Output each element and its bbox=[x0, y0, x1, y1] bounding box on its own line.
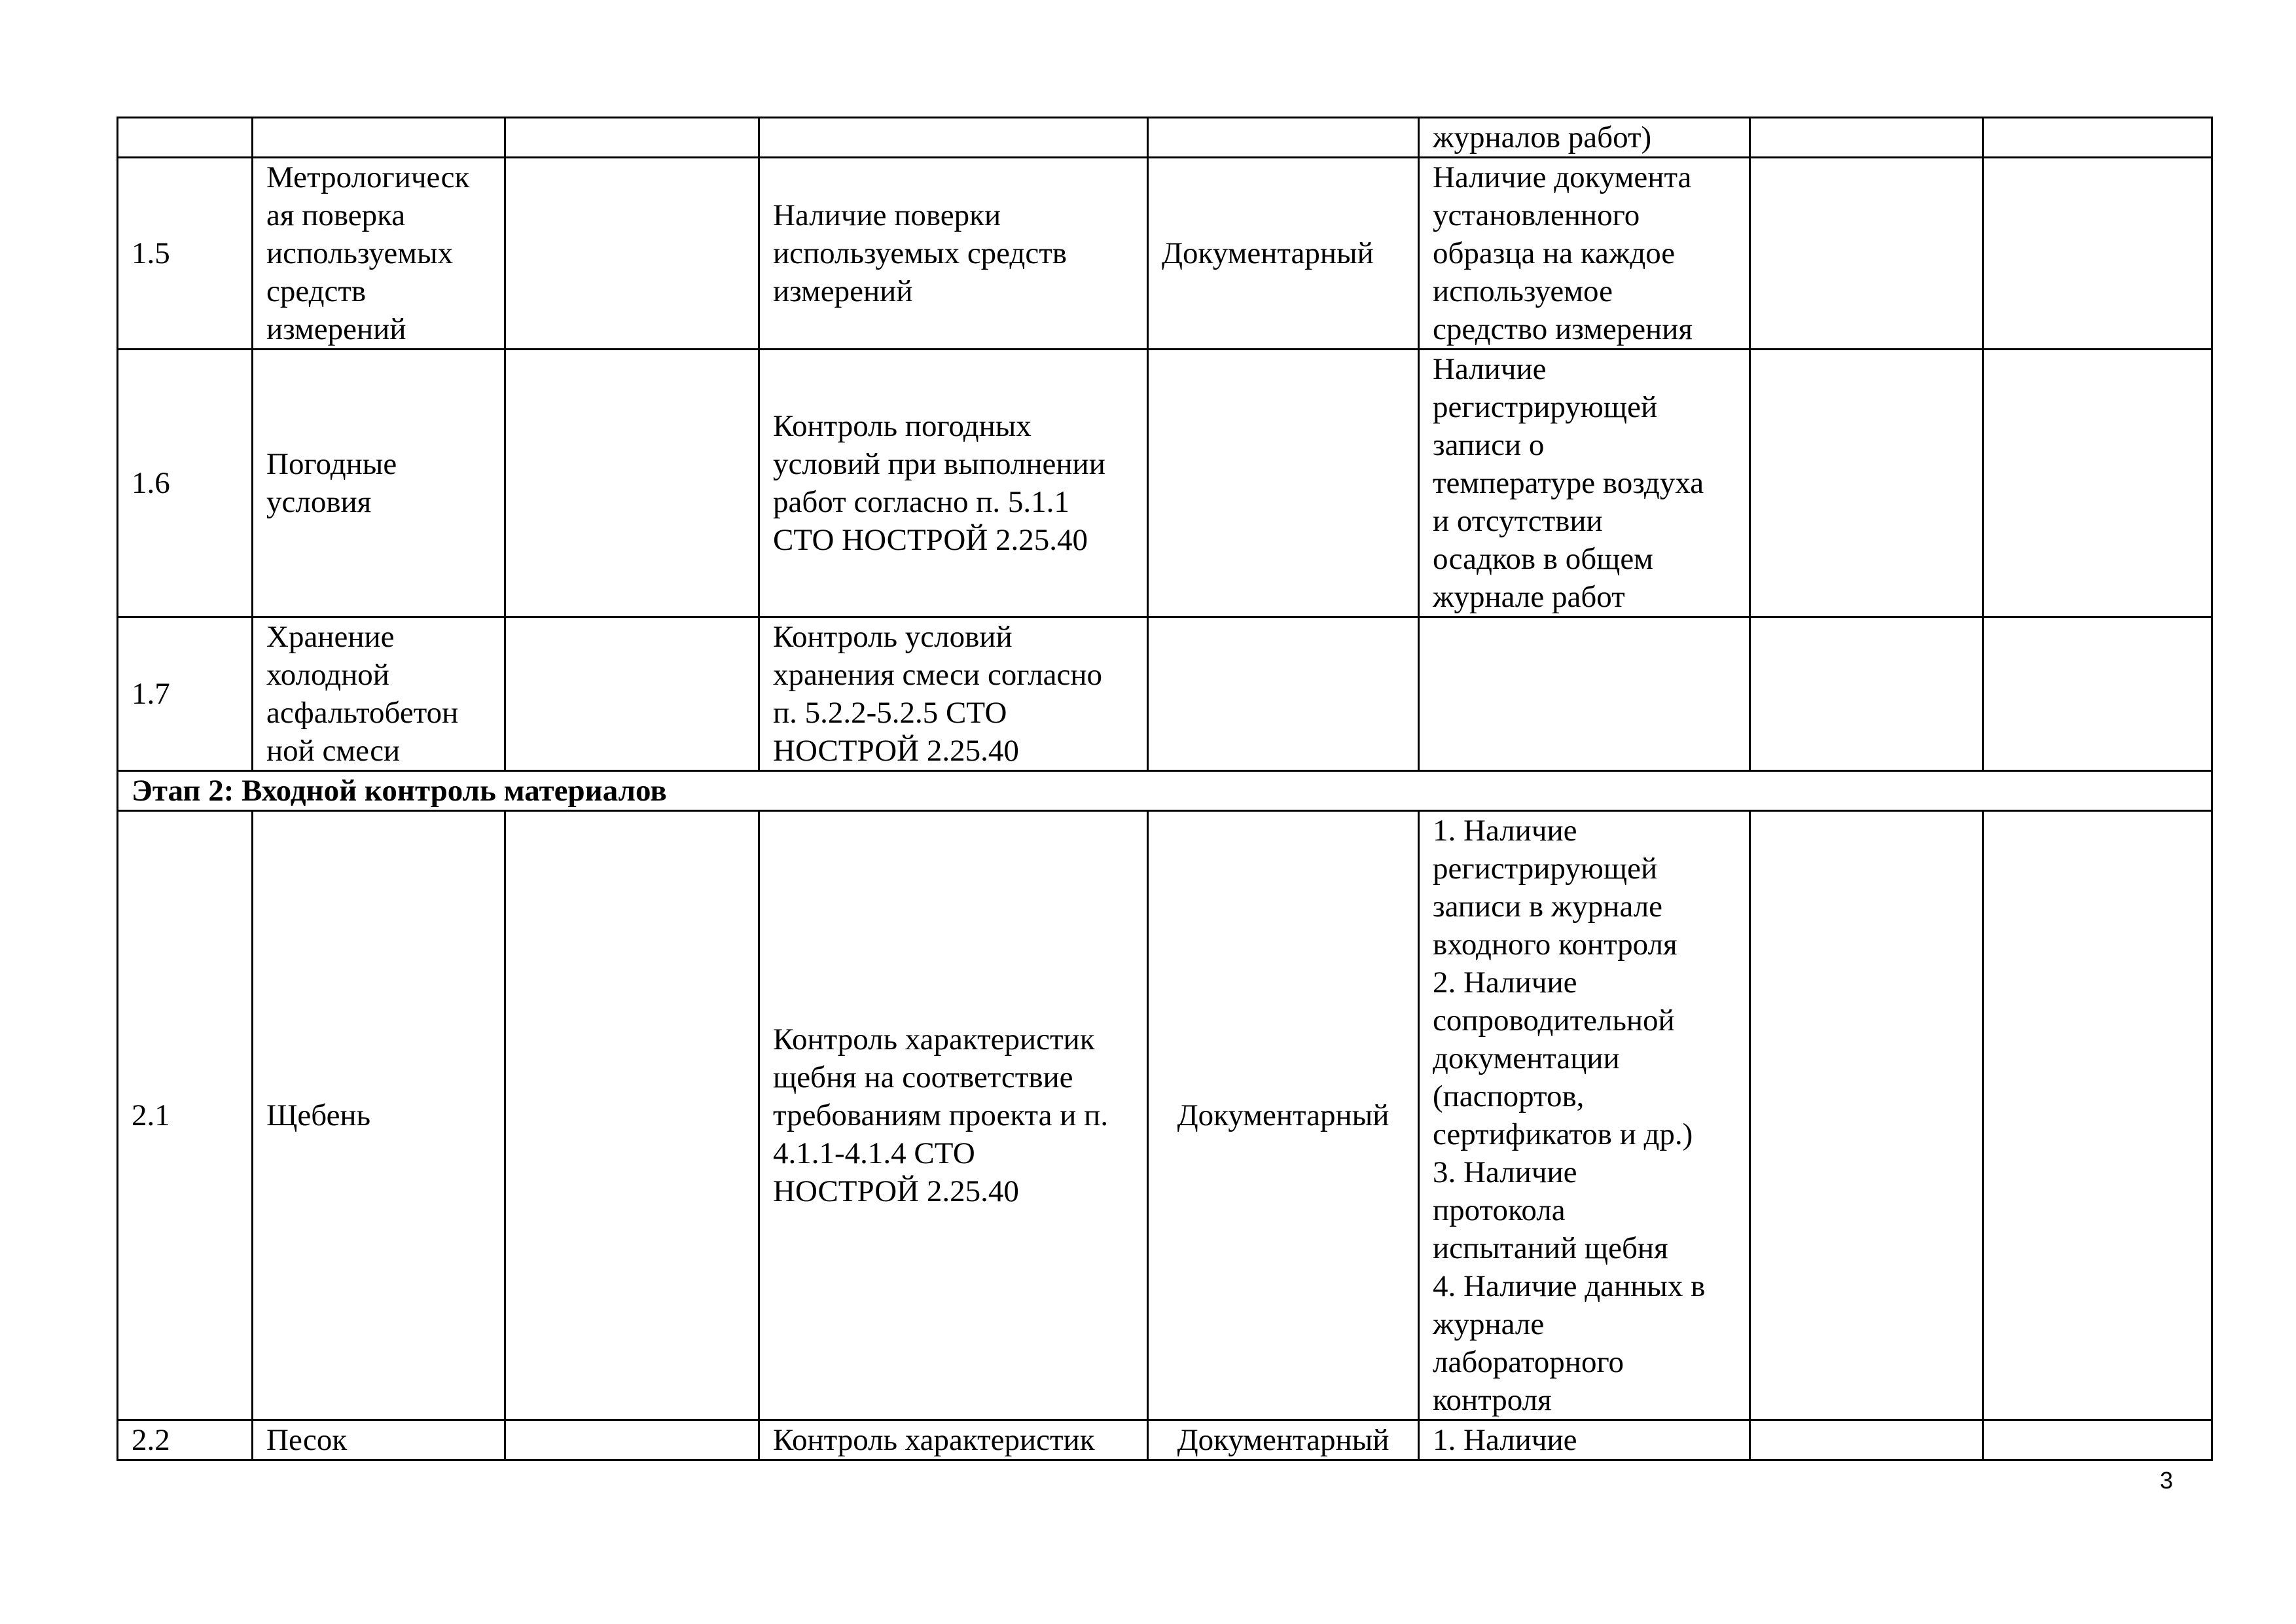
cell-empty bbox=[1750, 1420, 1983, 1460]
cell-name: Песок bbox=[253, 1420, 505, 1460]
table-row bbox=[118, 350, 2212, 617]
cell-empty bbox=[505, 158, 759, 350]
quality-control-table bbox=[117, 117, 2213, 1461]
table-row bbox=[118, 118, 2212, 158]
cell-empty bbox=[1750, 158, 1983, 350]
cell-method bbox=[1148, 118, 1419, 158]
cell-name: Щебень bbox=[253, 811, 505, 1420]
page-number: 3 bbox=[2159, 1467, 2173, 1494]
cell-control: Контроль характеристик bbox=[759, 1420, 1148, 1460]
cell-control: Контроль условий хранения смеси согласно п. 5.2.2-5.2.5 СТО НОСТРОЙ 2.25.40 bbox=[759, 617, 1148, 771]
table-row bbox=[118, 158, 2212, 350]
cell-empty bbox=[1983, 350, 2212, 617]
cell-method bbox=[1148, 350, 1419, 617]
cell-empty bbox=[1983, 158, 2212, 350]
cell-empty bbox=[1983, 811, 2212, 1420]
cell-number: 1.7 bbox=[118, 617, 253, 771]
stage-heading: Этап 2: Входной контроль материалов bbox=[118, 771, 2212, 811]
cell-control: Контроль погодных условий при выполнении работ согласно п. 5.1.1 СТО НОСТРОЙ 2.25.40 bbox=[759, 350, 1148, 617]
cell-empty bbox=[505, 811, 759, 1420]
cell-empty bbox=[1750, 350, 1983, 617]
cell-name: Погодные условия bbox=[253, 350, 505, 617]
cell-control bbox=[759, 118, 1148, 158]
cell-result: Наличие регистрирующей записи о температуре воздуха и отсутствии осадков в общем журнале работ bbox=[1419, 350, 1750, 617]
cell-empty bbox=[505, 118, 759, 158]
cell-control: Контроль характеристик щебня на соответствие требованиям проекта и п. 4.1.1-4.1.4 СТО НОСТРОЙ 2.25.40 bbox=[759, 811, 1148, 1420]
cell-empty bbox=[1983, 1420, 2212, 1460]
cell-method: Документарный bbox=[1148, 158, 1419, 350]
stage-row bbox=[118, 771, 2212, 811]
cell-empty bbox=[1983, 118, 2212, 158]
cell-empty bbox=[1750, 118, 1983, 158]
cell-method bbox=[1148, 617, 1419, 771]
table-row bbox=[118, 811, 2212, 1420]
cell-result bbox=[1419, 617, 1750, 771]
cell-name: Метрологическ ая поверка используемых средств измерений bbox=[253, 158, 505, 350]
cell-result: 1. Наличие регистрирующей записи в журнале входного контроля 2. Наличие сопроводительной документации (паспортов, сертификатов и др.) 3. Наличие протокола испытаний щебня 4. Наличие данных в журнале лабораторного контроля bbox=[1419, 811, 1750, 1420]
cell-number: 1.5 bbox=[118, 158, 253, 350]
table-row bbox=[118, 617, 2212, 771]
cell-empty bbox=[1750, 811, 1983, 1420]
cell-name: Хранение холодной асфальтобетон ной смеси bbox=[253, 617, 505, 771]
cell-number: 2.1 bbox=[118, 811, 253, 1420]
cell-control: Наличие поверки используемых средств измерений bbox=[759, 158, 1148, 350]
cell-empty bbox=[505, 350, 759, 617]
cell-empty bbox=[1750, 617, 1983, 771]
cell-result: Наличие документа установленного образца на каждое используемое средство измерения bbox=[1419, 158, 1750, 350]
cell-number: 1.6 bbox=[118, 350, 253, 617]
cell-result: 1. Наличие bbox=[1419, 1420, 1750, 1460]
cell-method: Документарный bbox=[1148, 811, 1419, 1420]
cell-empty bbox=[505, 617, 759, 771]
cell-empty bbox=[1983, 617, 2212, 771]
cell-result: журналов работ) bbox=[1419, 118, 1750, 158]
cell-name bbox=[253, 118, 505, 158]
cell-empty bbox=[505, 1420, 759, 1460]
cell-method: Документарный bbox=[1148, 1420, 1419, 1460]
table-row bbox=[118, 1420, 2212, 1460]
cell-number bbox=[118, 118, 253, 158]
cell-number: 2.2 bbox=[118, 1420, 253, 1460]
